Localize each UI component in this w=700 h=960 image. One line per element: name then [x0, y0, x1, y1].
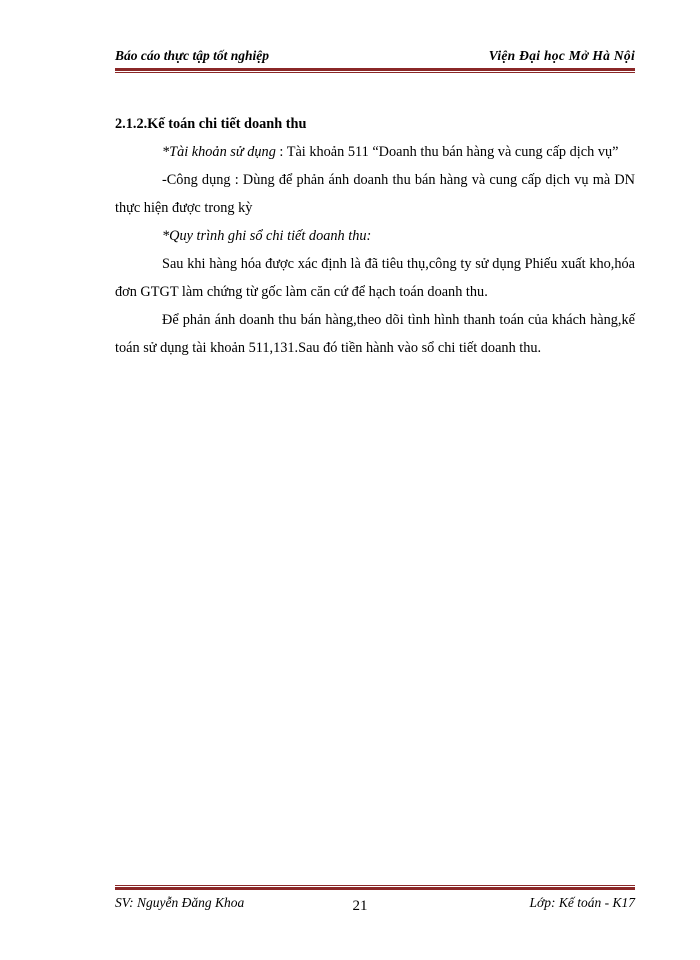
- header-divider: [115, 68, 635, 73]
- paragraph-tracking: Để phản ánh doanh thu bán hàng,theo dõi tình hình thanh toán của khách hàng,kế toán sử dụng tài khoản 511,131.Sau đó tiền hành vào sổ chi tiết doanh thu.: [115, 312, 635, 356]
- page-body: [115, 110, 635, 362]
- account-used-label: *Tài khoản sử dụng: [162, 144, 276, 160]
- account-used-text: : Tài khoản 511 “Doanh thu bán hàng và cung cấp dịch vụ”: [275, 144, 619, 160]
- paragraph-purpose: -Công dụng : Dùng để phản ánh doanh thu bán hàng và cung cấp dịch vụ mà DN thực hiện được trong kỳ: [115, 172, 635, 216]
- section-heading: 2.1.2.Kế toán chi tiết doanh thu: [115, 116, 307, 132]
- paragraph-account-used: [115, 138, 635, 166]
- paragraph-procedure-heading: *Quy trình ghi sổ chi tiết doanh thu:: [162, 228, 372, 244]
- page-header: [115, 48, 635, 70]
- footer-divider: [115, 885, 635, 890]
- header-report-title: Báo cáo thực tập tốt nghiệp: [115, 48, 269, 63]
- paragraph-procedure: Sau khi hàng hóa được xác định là đã tiêu thụ,công ty sử dụng Phiếu xuất kho,hóa đơn GTGT làm chứng từ gốc làm căn cứ để hạch toán doanh thu.: [115, 256, 635, 300]
- page-footer: [115, 895, 635, 915]
- footer-student-name: SV: Nguyễn Đăng Khoa: [115, 895, 245, 910]
- header-institution: Viện Đại học Mở Hà Nội: [488, 48, 635, 63]
- page-number: 21: [352, 898, 368, 914]
- footer-class: Lớp: Kế toán - K17: [529, 895, 635, 910]
